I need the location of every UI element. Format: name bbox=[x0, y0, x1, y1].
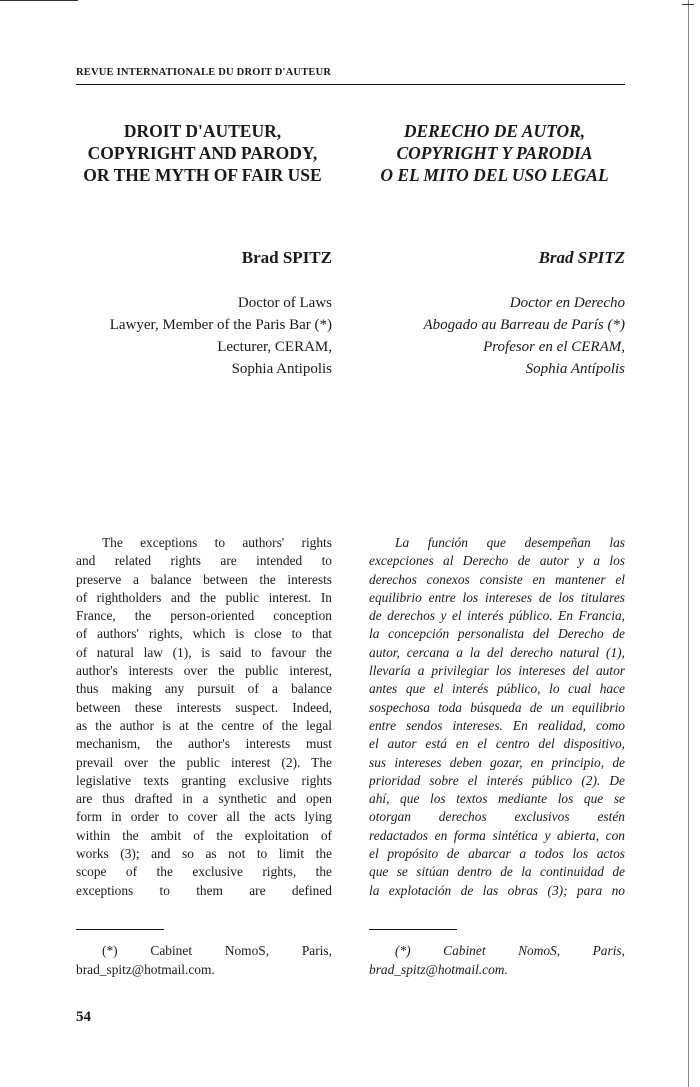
scan-corner-mark bbox=[682, 4, 694, 5]
body-line: preserve a balance between the interests bbox=[76, 571, 332, 587]
affiliation-line: Sophia Antípolis bbox=[525, 361, 625, 377]
body-line: sospechosa toda búsqueda de un equilibrio bbox=[369, 699, 625, 715]
body-line: mechanism, the author's interests must bbox=[76, 736, 332, 752]
footnote-line: brad_spitz@hotmail.com. bbox=[76, 961, 215, 977]
footnote-rule bbox=[369, 929, 457, 930]
body-line: form in order to cover all the acts lying bbox=[76, 809, 332, 825]
author-english: Brad SPITZ bbox=[241, 248, 332, 267]
footnote-line: (*) Cabinet NomoS, Paris, bbox=[102, 943, 332, 958]
body-line: llevaría a privilegiar los intereses del autor bbox=[369, 663, 625, 679]
body-line: thus making any pursuit of a balance bbox=[76, 681, 332, 697]
footnote-english bbox=[76, 942, 332, 979]
body-text-english bbox=[76, 534, 332, 900]
footnote-line: (*) Cabinet NomoS, Paris, bbox=[395, 943, 625, 958]
body-line: between these interests suspect. Indeed, bbox=[76, 699, 332, 715]
body-line: scope of the exclusive rights, the bbox=[76, 864, 332, 880]
body-line: derechos conexos consiste en mantener el bbox=[369, 571, 625, 587]
footnote-spanish bbox=[369, 942, 625, 979]
body-line: The exceptions to authors' rights bbox=[102, 535, 332, 550]
body-line: as the author is at the centre of the legal bbox=[76, 717, 332, 733]
scan-edge-line-right bbox=[688, 0, 689, 1087]
body-line: otorgan derechos exclusivos estén bbox=[369, 809, 625, 825]
body-line: are thus drafted in a synthetic and open bbox=[76, 791, 332, 807]
body-line: and related rights are intended to bbox=[76, 553, 332, 569]
body-line: of natural law (1), is said to favour the bbox=[76, 644, 332, 660]
body-line: sus intereses deben gozar, en principio, de bbox=[369, 754, 625, 770]
body-line: prevail over the public interest (2). The bbox=[76, 754, 332, 770]
body-line: of rightholders and the public interest. In bbox=[76, 589, 332, 605]
affiliation-line: Lawyer, Member of the Paris Bar (*) bbox=[109, 317, 332, 333]
title-line: DERECHO DE AUTOR, bbox=[403, 121, 586, 141]
body-line: France, the person-oriented conception bbox=[76, 608, 332, 624]
affiliation-line: Abogado au Barreau de París (*) bbox=[423, 317, 625, 333]
body-line: que se sitúan dentro de la continuidad de bbox=[369, 864, 625, 880]
body-line: equilibrio entre los intereses de los titulares bbox=[369, 589, 625, 605]
body-line: legislative texts granting exclusive rights bbox=[76, 772, 332, 788]
body-line: antes que el interés público, lo cual hace bbox=[369, 681, 625, 697]
body-line: exceptions to them are defined bbox=[76, 882, 332, 898]
running-head: REVUE INTERNATIONALE DU DROIT D'AUTEUR bbox=[76, 67, 332, 78]
body-line: autor, cercana a la del derecho natural (1), bbox=[369, 644, 625, 660]
body-line: of authors' rights, which is close to that bbox=[76, 626, 332, 642]
body-text-spanish bbox=[369, 534, 625, 900]
title-line: COPYRIGHT Y PARODIA bbox=[396, 143, 593, 163]
footnote-rule bbox=[76, 929, 164, 930]
body-line: el autor está en el centro del dispositivo, bbox=[369, 736, 625, 752]
affiliation-line: Profesor en el CERAM, bbox=[483, 339, 625, 355]
body-line: entre sendos intereses. En realidad, como bbox=[369, 717, 625, 733]
affiliation-spanish bbox=[325, 292, 625, 380]
body-line: la concepción personalista del Derecho de bbox=[369, 626, 625, 642]
page-number: 54 bbox=[76, 1009, 91, 1025]
body-line: de derechos y el interés público. En Francia, bbox=[369, 608, 625, 624]
body-line: within the ambit of the exploitation of bbox=[76, 827, 332, 843]
affiliation-line: Doctor of Laws bbox=[237, 295, 332, 311]
title-spanish bbox=[362, 120, 627, 186]
title-english bbox=[70, 120, 335, 186]
title-line: DROIT D'AUTEUR, bbox=[123, 121, 282, 141]
body-line: la explotación de las obras (3); para no bbox=[369, 882, 625, 898]
body-line: excepciones al Derecho de autor y a los bbox=[369, 553, 625, 569]
body-line: author's interests over the public interest, bbox=[76, 663, 332, 679]
body-line: redactados en forma sintética y abierta, con bbox=[369, 827, 625, 843]
author-spanish: Brad SPITZ bbox=[538, 248, 625, 267]
title-line: O EL MITO DEL USO LEGAL bbox=[380, 165, 609, 185]
title-line: COPYRIGHT AND PARODY, bbox=[87, 143, 318, 163]
scan-edge-line bbox=[0, 0, 78, 1]
affiliation-line: Sophia Antipolis bbox=[231, 361, 332, 377]
affiliation-line: Doctor en Derecho bbox=[509, 295, 625, 311]
header-rule bbox=[76, 84, 625, 85]
footnote-line: brad_spitz@hotmail.com. bbox=[369, 961, 508, 977]
body-line: prioridad sobre el interés público (2). De bbox=[369, 772, 625, 788]
title-line: OR THE MYTH OF FAIR USE bbox=[83, 165, 322, 185]
body-line: works (3); and so as not to limit the bbox=[76, 846, 332, 862]
body-line: ahí, que los textos mediante los que se bbox=[369, 791, 625, 807]
affiliation-line: Lecturer, CERAM, bbox=[217, 339, 332, 355]
body-line: La función que desempeñan las bbox=[395, 535, 625, 550]
body-line: el propósito de abarcar a todos los actos bbox=[369, 846, 625, 862]
affiliation-english bbox=[32, 292, 332, 380]
